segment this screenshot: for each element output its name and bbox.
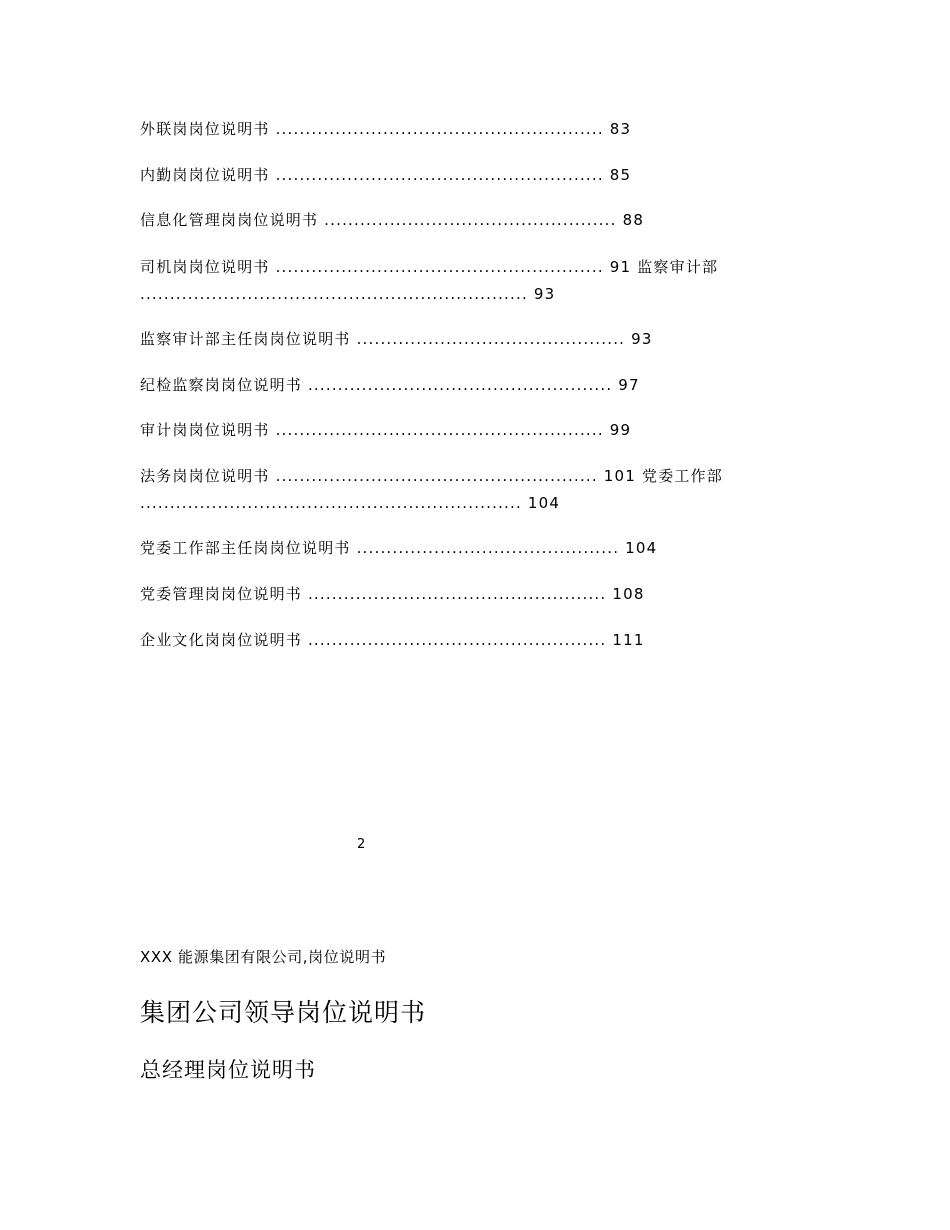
running-header: XXX 能源集团有限公司,岗位说明书 — [140, 948, 387, 966]
toc-entry[interactable]: 司机岗岗位说明书 ....................................................... 91 监察审计部 — [140, 258, 719, 276]
toc-entry-continuation[interactable]: ................................................................. 93 — [140, 285, 556, 303]
toc-entry[interactable]: 监察审计部主任岗岗位说明书 ............................................. 93 — [140, 330, 653, 348]
toc-entry[interactable]: 党委管理岗岗位说明书 .................................................. 108 — [140, 585, 645, 603]
toc-entry[interactable]: 审计岗岗位说明书 ....................................................... 99 — [140, 421, 632, 439]
toc-entry[interactable]: 外联岗岗位说明书 ....................................................... 83 — [140, 120, 632, 138]
toc-entry-continuation[interactable]: ................................................................ 104 — [140, 494, 561, 512]
toc-entry[interactable]: 内勤岗岗位说明书 ....................................................... 85 — [140, 166, 632, 184]
toc-entry[interactable]: 企业文化岗岗位说明书 .................................................. 111 — [140, 631, 645, 649]
toc-entry[interactable]: 党委工作部主任岗岗位说明书 ............................................ 104 — [140, 539, 658, 557]
toc-entry[interactable]: 信息化管理岗岗位说明书 ................................................. 88 — [140, 211, 645, 229]
page-number: 2 — [357, 837, 366, 852]
section-heading: 集团公司领导岗位说明书 — [140, 998, 427, 1027]
toc-entry[interactable]: 法务岗岗位说明书 ...................................................... 101 党委工作部 — [140, 467, 724, 485]
subsection-heading: 总经理岗位说明书 — [140, 1058, 316, 1082]
toc-entry[interactable]: 纪检监察岗岗位说明书 ................................................... 97 — [140, 376, 640, 394]
